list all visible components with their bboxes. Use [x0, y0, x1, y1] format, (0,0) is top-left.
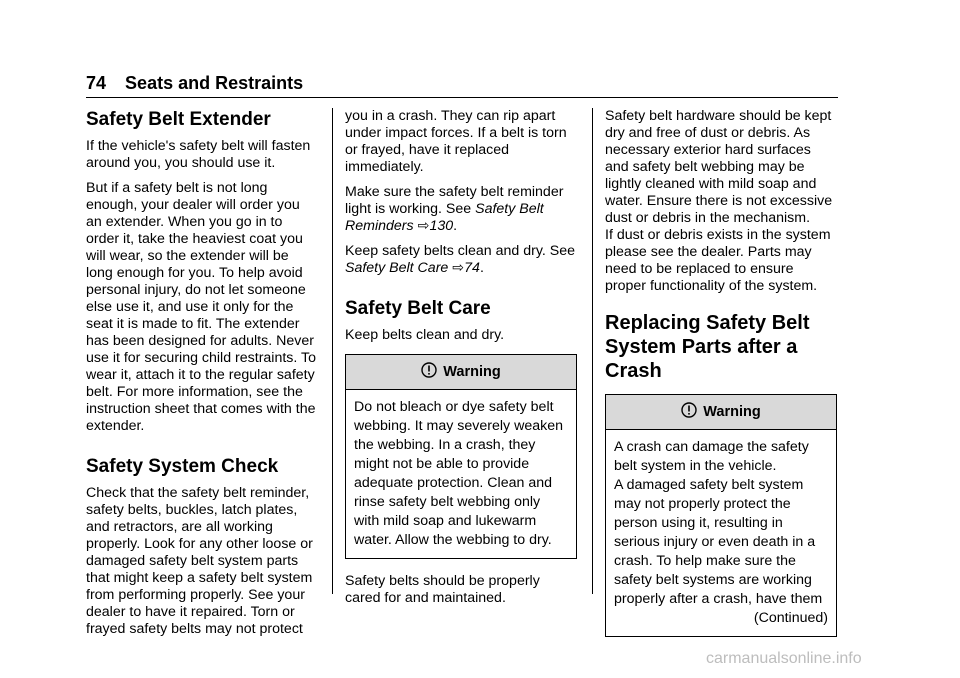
- warning-text: Do not bleach or dye safety belt webbing. It may severely weaken the webbing. In a crash, they might not be able to provide adequate protection. Clean and rinse safety belt webbing only with mild soap and lukewarm water. Allow the webbing to dry.: [354, 399, 563, 548]
- heading-safety-system-check: Safety System Check: [86, 456, 279, 477]
- paragraph: If dust or debris exists in the system please see the dealer. Parts may need to be replaced to ensure proper functionality of the system.: [605, 227, 831, 294]
- paragraph: Safety belts should be properly cared for and maintained.: [345, 573, 540, 606]
- warning-header: [346, 355, 576, 390]
- heading-safety-belt-care: Safety Belt Care: [345, 298, 491, 319]
- paragraph: If the vehicle's safety belt will fasten around you, you should use it.: [86, 138, 311, 171]
- page-header: [86, 73, 303, 94]
- column-divider-1: [332, 108, 333, 594]
- paragraph-clean: Keep safety belts clean and dry. See Safety Belt Care ⇨74.: [345, 243, 576, 276]
- warning-line: A crash can damage the safety belt system in the vehicle.: [614, 439, 809, 474]
- paragraph-reminder: Make sure the safety belt reminder light is working. See Safety Belt Reminders ⇨130.: [345, 184, 564, 234]
- warning-header: [606, 395, 836, 430]
- page-ref-arrow-icon: ⇨: [452, 260, 465, 276]
- paragraph: But if a safety belt is not long enough, your dealer will order you an extender. When you go in to order it, take the heaviest coat you will wear, so the extender will be long enough for you. To help avoid personal injury, do not let someone else use it, and use it only for the seat it is made to fit. The extender has been designed for adults. Never use it for securing child restraints. To wear it, attach it to the regular safety belt. For more information, see the instruction sheet that comes with the extender.: [86, 180, 316, 434]
- column-2: [345, 108, 577, 615]
- watermark: carmanualsonline.info: [706, 650, 862, 667]
- paragraph: Check that the safety belt reminder, safety belts, buckles, latch plates, and retractors, are all working properly. Look for any other loose or damaged safety belt system parts that might keep a safety belt system from performing properly. See your dealer to have it repaired. Torn or frayed safety belts may not protect: [86, 485, 313, 637]
- cross-reference-link[interactable]: Safety Belt Care: [345, 260, 449, 276]
- paragraph: you in a crash. They can rip apart under impact forces. If a belt is torn or frayed, have it replaced immediately.: [345, 108, 567, 175]
- section-title: Seats and Restraints: [125, 73, 304, 93]
- paragraph: Safety belt hardware should be kept dry and free of dust or debris. As necessary exterior hard surfaces and safety belt webbing may be lightly cleaned with mild soap and water. Ensure there is not excessive dust or debris in the mechanism.: [605, 108, 833, 226]
- cross-reference-link[interactable]: Safety Belt Reminders: [345, 201, 544, 234]
- continued-label: (Continued): [753, 610, 828, 626]
- heading-replacing-parts: Replacing Safety Belt System Parts after a Crash: [605, 312, 810, 382]
- warning-icon: [681, 402, 697, 423]
- warning-box: [345, 354, 577, 559]
- warning-line: A damaged safety belt system may not properly protect the person using it, resulting in serious injury or even death in a crash. To help make sure the safety belt systems are working properly after a crash, have them: [614, 477, 823, 607]
- warning-box: [605, 394, 837, 637]
- page-ref-arrow-icon: ⇨: [417, 218, 430, 234]
- warning-icon: [421, 362, 437, 383]
- column-1: [86, 108, 318, 646]
- column-divider-2: [592, 108, 593, 594]
- warning-text: [606, 430, 836, 636]
- heading-safety-belt-extender: Safety Belt Extender: [86, 109, 271, 130]
- column-3: [605, 108, 837, 651]
- warning-title: Warning: [703, 403, 761, 420]
- warning-title: Warning: [443, 363, 501, 380]
- page-number: 74: [86, 73, 107, 93]
- header-rule: [86, 97, 838, 98]
- paragraph: Keep belts clean and dry.: [345, 327, 505, 343]
